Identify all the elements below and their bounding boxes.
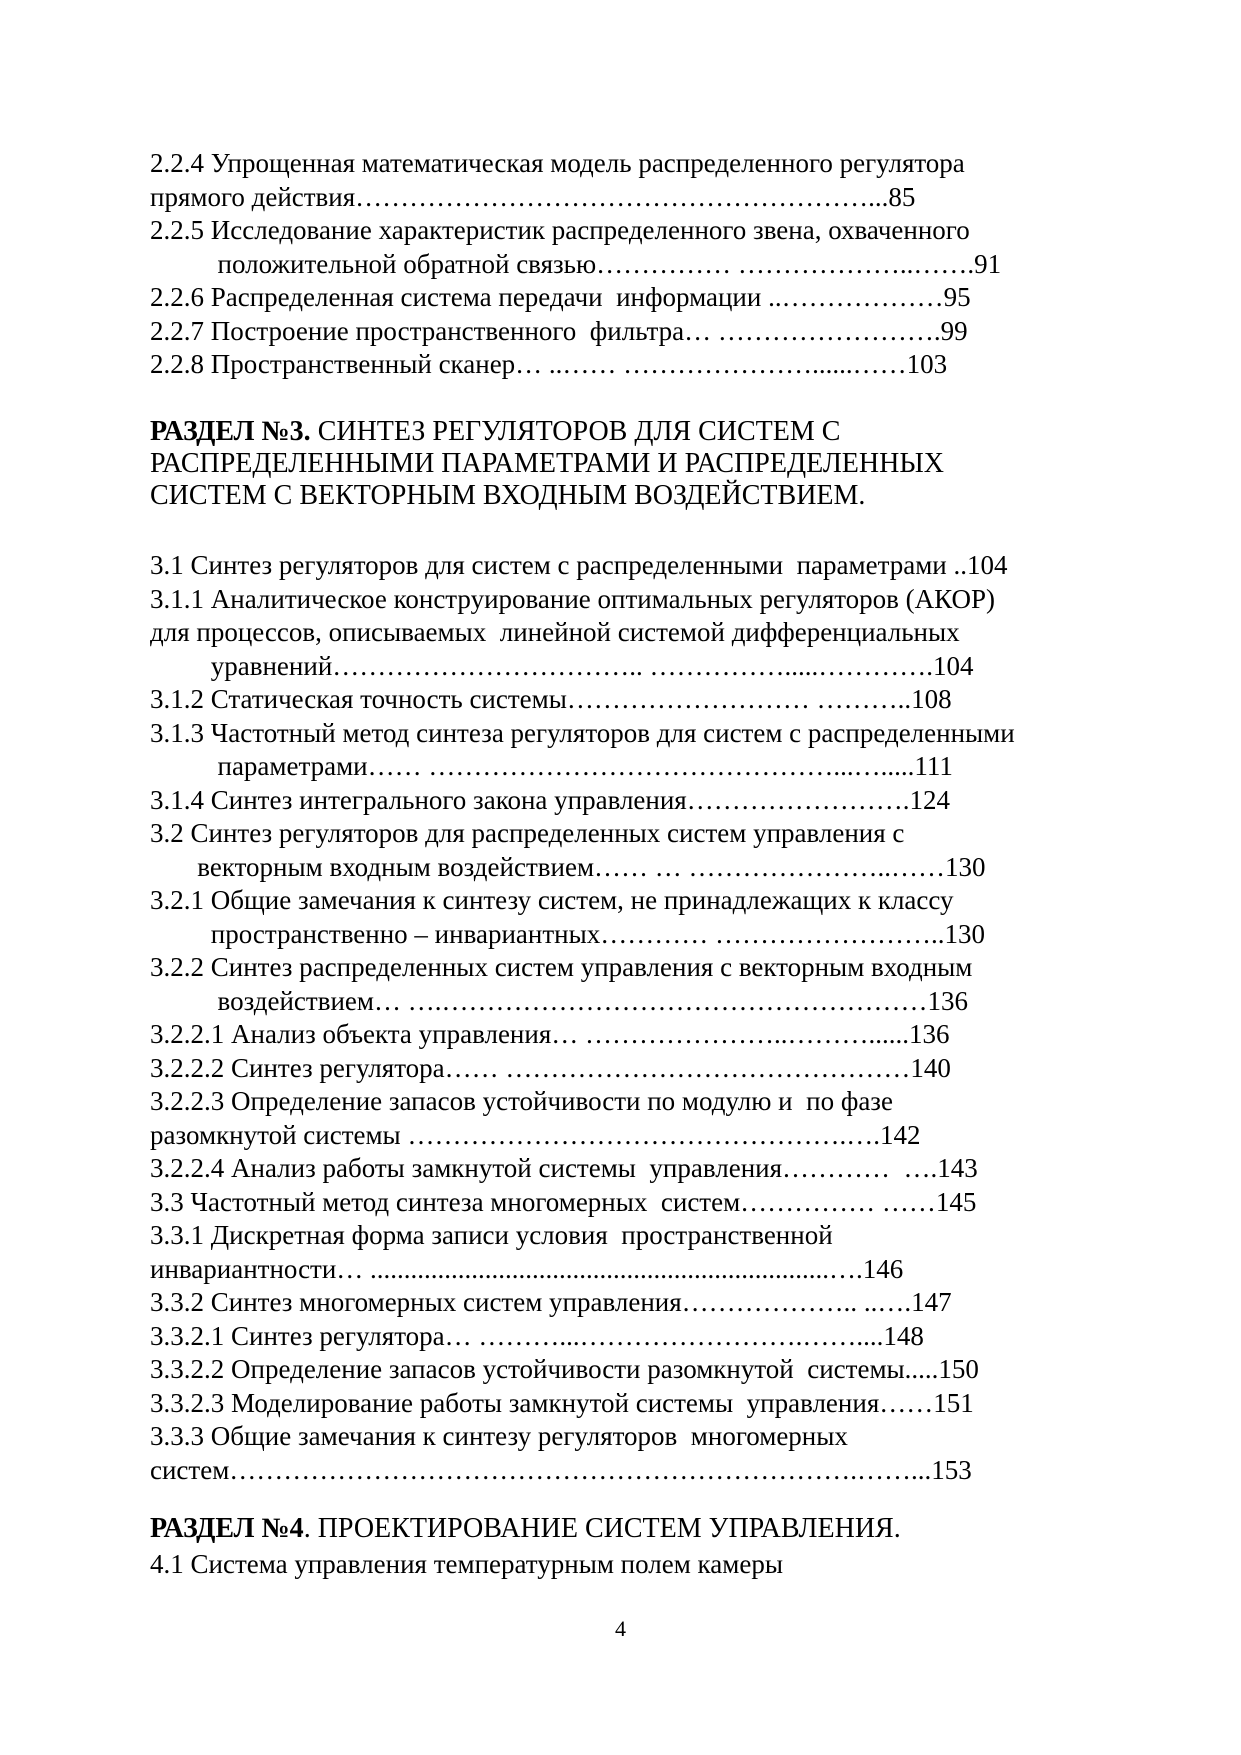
section4-title: . ПРОЕКТИРОВАНИЕ СИСТЕМ УПРАВЛЕНИЯ. — [303, 1513, 901, 1544]
toc-line: 2.2.8 Пространственный сканер… ..…… …………………......……103 — [150, 349, 948, 379]
toc-line: пространственно – инвариантных………… ……………………..130 — [150, 918, 985, 949]
toc-line: параметрами…… ………………………………………...….....111 — [150, 751, 953, 781]
toc-line: 3.1 Синтез регуляторов для систем с распределенными параметрами ..104 — [150, 550, 1008, 580]
toc-block-section4 — [150, 1548, 1110, 1582]
toc-line: 2.2.6 Распределенная система передачи информации ..………………95 — [150, 282, 971, 312]
toc-line: 3.3.2 Синтез многомерных систем управления……………….. ..….147 — [150, 1287, 952, 1317]
toc-line: 2.2.7 Построение пространственного фильтра… …………………….99 — [150, 315, 968, 346]
section3-heading — [150, 416, 1110, 512]
toc-block-section2 — [150, 147, 1110, 382]
section3-title-line3: СИСТЕМ С ВЕКТОРНЫМ ВХОДНЫМ ВОЗДЕЙСТВИЕМ. — [150, 480, 866, 511]
toc-line: 3.2.2 Синтез распределенных систем управления с векторным входным — [150, 952, 973, 982]
toc-line: 2.2.4 Упрощенная математическая модель распределенного регулятора — [150, 148, 965, 178]
toc-line: 3.1.3 Частотный метод синтеза регуляторов для систем с распределенными — [150, 717, 1015, 748]
section3-title-line2: РАСПРЕДЕЛЕННЫМИ ПАРАМЕТРАМИ И РАСПРЕДЕЛЕННЫХ — [150, 448, 944, 479]
toc-line: 3.3.1 Дискретная форма записи условия пространственной — [150, 1220, 833, 1250]
toc-line: систем…………………………………………………………….……...153 — [150, 1454, 972, 1485]
toc-line: 3.3.2.2 Определение запасов устойчивости разомкнутой системы.....150 — [150, 1354, 979, 1384]
page-number: 4 — [615, 1616, 626, 1641]
toc-line: 2.2.5 Исследование характеристик распределенного звена, охваченного — [150, 215, 970, 245]
toc-line: 3.1.2 Статическая точность системы……………………… ………..108 — [150, 684, 952, 714]
toc-line: 3.2.2.4 Анализ работы замкнутой системы управления………… ….143 — [150, 1153, 978, 1183]
toc-line: 4.1 Система управления температурным полем камеры — [150, 1549, 783, 1579]
toc-line: 3.2.2.1 Анализ объекта управления… …………………..………......136 — [150, 1019, 950, 1049]
toc-line: 3.1.1 Аналитическое конструирование оптимальных регуляторов (АКОР) — [150, 583, 996, 614]
toc-line: 3.2 Синтез регуляторов для распределенных систем управления с — [150, 818, 905, 848]
toc-line: 3.1.4 Синтез интегрального закона управления…………………….124 — [150, 784, 950, 815]
toc-line: для процессов, описываемых линейной системой дифференциальных — [150, 617, 960, 647]
toc-line: 3.3.2.3 Моделирование работы замкнутой системы управления……151 — [150, 1387, 974, 1418]
section4-label: РАЗДЕЛ №4 — [150, 1513, 304, 1544]
toc-line: прямого действия…………………………………………………...85 — [150, 181, 916, 212]
toc-line: 3.2.2.3 Определение запасов устойчивости по модулю и по фазе — [150, 1086, 893, 1116]
toc-line: инвариантности… ....................................................................….146 — [150, 1253, 904, 1284]
section3-label: РАЗДЕЛ №3. — [150, 416, 311, 447]
toc-line: 3.3 Частотный метод синтеза многомерных систем…………… ……145 — [150, 1186, 977, 1217]
toc-line: 3.3.3 Общие замечания к синтезу регуляторов многомерных — [150, 1421, 848, 1451]
toc-line: 3.2.2.2 Синтез регулятора…… ………………………………………140 — [150, 1052, 951, 1083]
toc-line: разомкнутой системы ………………………………………….….142 — [150, 1119, 921, 1150]
section4-heading — [150, 1513, 1110, 1545]
toc-block-section3 — [150, 549, 1110, 1487]
toc-line: воздействием… ….………………………………………………136 — [150, 985, 968, 1016]
toc-line: положительной обратной связью…………… ………………..…….91 — [150, 248, 1002, 279]
toc-line: 3.2.1 Общие замечания к синтезу систем, не принадлежащих к классу — [150, 885, 954, 915]
toc-line: векторным входным воздействием…… … …………………..……130 — [150, 851, 986, 882]
toc-line: уравнений…………………………….. …………….....………….104 — [150, 650, 974, 681]
toc-line: 3.3.2.1 Синтез регулятора… ………...…………………….……....148 — [150, 1320, 924, 1351]
section3-title-line1: СИНТЕЗ РЕГУЛЯТОРОВ ДЛЯ СИСТЕМ С — [310, 416, 841, 447]
